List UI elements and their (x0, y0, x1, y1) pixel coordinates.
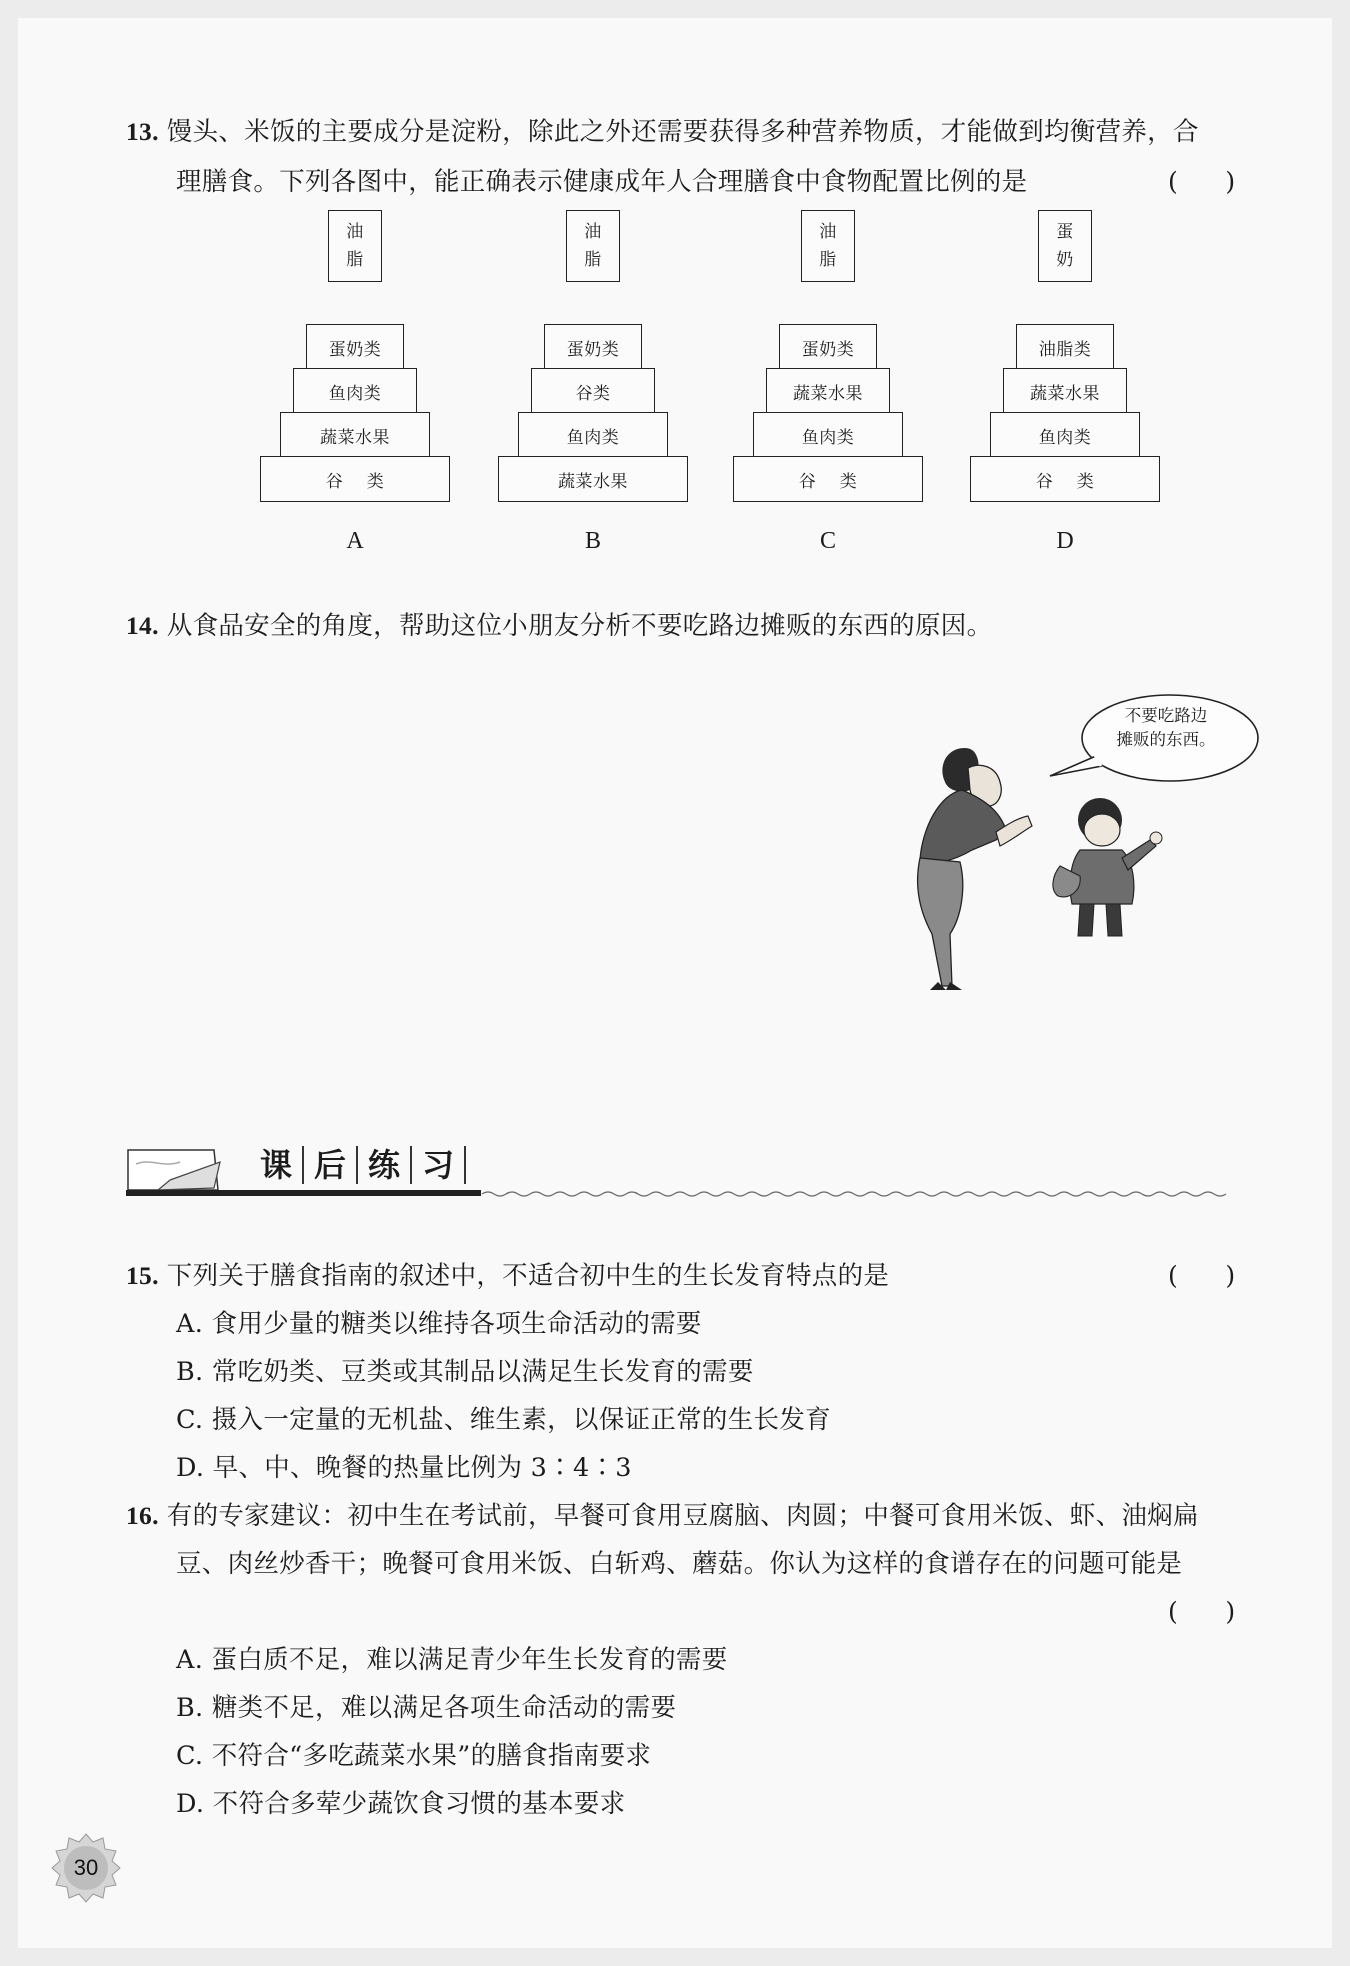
q16-text-1: 有的专家建议：初中生在考试前，早餐可食用豆腐脑、肉圆；中餐可食用米饭、虾、油焖扁 (166, 1501, 1199, 1531)
child-figure (1053, 798, 1162, 936)
pyramid-top-layer (328, 210, 382, 282)
pyramid-layer: 鱼肉类 (518, 412, 668, 458)
q16-option-b[interactable]: B. 糖类不足，难以满足各项生命活动的需要 (176, 1693, 677, 1723)
section-char-4: 习 (412, 1146, 466, 1184)
q14-text: 从食品安全的角度，帮助这位小朋友分析不要吃路边摊贩的东西的原因。 (166, 611, 993, 641)
q13-number: 13. (126, 117, 159, 146)
pyramid-top-char: 油 (346, 222, 364, 242)
bubble-line-2: 摊贩的东西。 (1116, 730, 1216, 749)
pyramid-top-layer (801, 210, 855, 282)
pyramid-top-char: 油 (584, 222, 602, 242)
bubble-line-1: 不要吃路边 (1124, 706, 1208, 725)
q16-option-c[interactable]: C. 不符合“多吃蔬菜水果”的膳食指南要求 (176, 1741, 652, 1771)
q16-number: 16. (126, 1501, 159, 1530)
section-char-2: 后 (304, 1146, 358, 1184)
q15-line (126, 1258, 889, 1294)
q15-option-d[interactable]: D. 早、中、晚餐的热量比例为 3∶4∶3 (176, 1453, 632, 1483)
pyramid-layer: 蛋奶类 (544, 324, 642, 370)
pyramid-top-layer (1038, 210, 1092, 282)
pyramid-label: D (1056, 528, 1074, 554)
pyramid-top-char: 蛋 (1056, 222, 1074, 242)
pyramid-layer: 鱼肉类 (990, 412, 1140, 458)
q15-answer-blank[interactable]: ( ) (1168, 1261, 1236, 1290)
q16-answer-blank[interactable]: ( ) (1168, 1597, 1236, 1626)
page-number-badge (50, 1832, 122, 1904)
q16-option-a[interactable]: A. 蛋白质不足，难以满足青少年生长发育的需要 (176, 1645, 728, 1675)
q13-text-1: 馒头、米饭的主要成分是淀粉，除此之外还需要获得多种营养物质，才能做到均衡营养，合 (166, 117, 1199, 147)
pyramid-layer: 谷 类 (733, 456, 923, 502)
pyramid-top-char: 油 (819, 222, 837, 242)
q14-line (126, 608, 992, 644)
pyramid-layer: 蔬菜水果 (498, 456, 688, 502)
pyramid-layer: 谷类 (531, 368, 655, 414)
q15-option-a[interactable]: A. 食用少量的糖类以维持各项生命活动的需要 (176, 1309, 702, 1339)
q15-option-c[interactable]: C. 摄入一定量的无机盐、维生素，以保证正常的生长发育 (176, 1405, 831, 1435)
speech-bubble-text (1106, 704, 1226, 752)
q16-option-d[interactable]: D. 不符合多荤少蔬饮食习惯的基本要求 (176, 1789, 626, 1819)
pyramid-top-char: 脂 (819, 250, 837, 270)
pyramid-top-char: 脂 (584, 250, 602, 270)
pyramid-top-layer (566, 210, 620, 282)
q15-number: 15. (126, 1261, 159, 1290)
section-char-1: 课 (250, 1146, 304, 1184)
section-title (250, 1146, 466, 1184)
pyramid-label: C (819, 528, 836, 554)
pyramid-top-char: 脂 (346, 250, 364, 270)
q14-number: 14. (126, 611, 159, 640)
pyramid-layer: 蔬菜水果 (766, 368, 890, 414)
section-char-3: 练 (358, 1146, 412, 1184)
pyramid-layer: 油脂类 (1016, 324, 1114, 370)
mother-figure (918, 748, 1032, 990)
q15-option-b[interactable]: B. 常吃奶类、豆类或其制品以满足生长发育的需要 (176, 1357, 754, 1387)
q13-text-2: 理膳食。下列各图中，能正确表示健康成年人合理膳食中食物配置比例的是 (176, 167, 1028, 197)
q16-line2: 豆、肉丝炒香干；晚餐可食用米饭、白斩鸡、蘑菇。你认为这样的食谱存在的问题可能是 (176, 1549, 1183, 1579)
q13-answer-blank[interactable]: ( ) (1168, 167, 1236, 196)
pyramid-layer: 蔬菜水果 (1003, 368, 1127, 414)
pyramid-layer: 蛋奶类 (306, 324, 404, 370)
pyramid-layer: 蔬菜水果 (280, 412, 430, 458)
pyramid-layer: 蛋奶类 (779, 324, 877, 370)
pyramid-label: B (584, 528, 601, 554)
q13-line1 (126, 114, 1199, 150)
section-banner (110, 1128, 1250, 1208)
page-number: 30 (73, 1855, 99, 1880)
pyramid-label: A (346, 528, 364, 554)
q15-text: 下列关于膳食指南的叙述中，不适合初中生的生长发育特点的是 (166, 1261, 890, 1291)
pyramid-layer: 鱼肉类 (293, 368, 417, 414)
pyramid-layer: 谷 类 (970, 456, 1160, 502)
pyramid-layer: 鱼肉类 (753, 412, 903, 458)
pyramid-layer: 谷 类 (260, 456, 450, 502)
q13-line2 (176, 164, 1027, 200)
pyramid-top-char: 奶 (1056, 250, 1074, 270)
q16-line1 (126, 1498, 1199, 1534)
